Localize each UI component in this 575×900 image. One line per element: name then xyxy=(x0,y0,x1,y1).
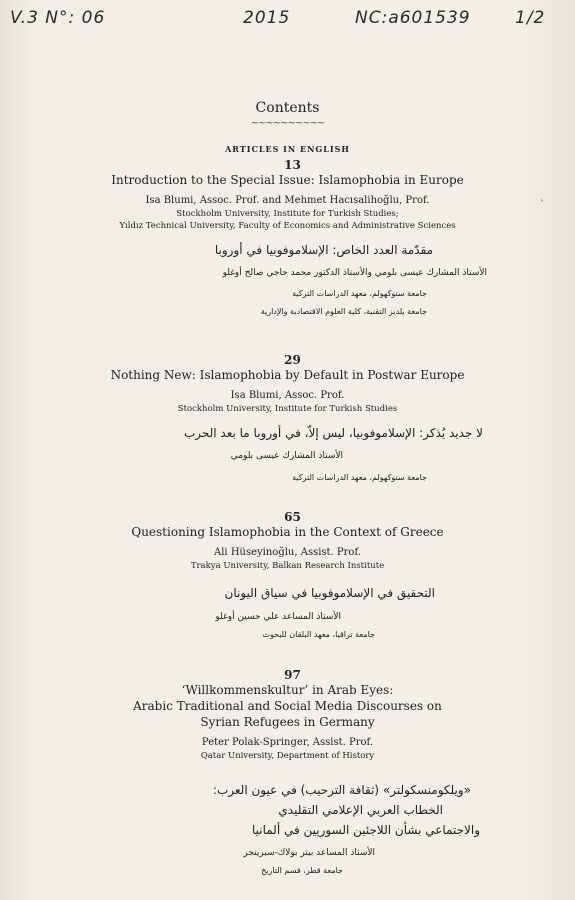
article-arabic-author: الأستاذ المشارك عيسى بلومي والأستاذ الدكتور محمد حاجي صالح أوغلو xyxy=(222,268,487,278)
article-author: Isa Blumi, Assoc. Prof. and Mehmet Hacısalihoğlu, Prof. xyxy=(145,195,430,206)
article-arabic-affiliation: جامعة ستوكهولم، معهد الدراسات التركية xyxy=(292,473,427,482)
section-heading: ARTICLES IN ENGLISH xyxy=(225,144,350,154)
article-author: Peter Polak-Springer, Assist. Prof. xyxy=(201,737,374,748)
article-arabic-title: الخطاب العربي الإعلامي التقليدي xyxy=(278,803,443,817)
article-entry xyxy=(0,510,575,572)
article-page-number: 13 xyxy=(284,158,301,172)
article-title: Syrian Refugees in Germany xyxy=(200,715,375,729)
article-affiliation: Stockholm University, Institute for Turkish Studies xyxy=(177,404,398,414)
article-affiliation: Yıldız Technical University, Faculty of Economics and Administrative Sciences xyxy=(119,221,456,231)
article-entry xyxy=(0,158,575,232)
article-arabic-affiliation: جامعة تراقيا، معهد البلقان للبحوث xyxy=(262,630,375,639)
article-affiliation: Qatar University, Department of History xyxy=(200,751,375,761)
handwritten-year: 2015 xyxy=(243,8,291,28)
article-title: Questioning Islamophobia in the Context of Greece xyxy=(131,525,444,539)
article-author: Ali Hüseyinoğlu, Assist. Prof. xyxy=(214,547,361,558)
page-title: Contents xyxy=(255,100,320,116)
article-arabic-affiliation: جامعة قطر، قسم التاريخ xyxy=(261,866,343,875)
article-arabic-affiliation: جامعة يلديز التقنية، كلية العلوم الاقتصادية والإدارية xyxy=(260,307,427,316)
article-page-number: 97 xyxy=(284,668,301,682)
article-title: Arabic Traditional and Social Media Discourses on xyxy=(133,699,442,713)
article-entry xyxy=(0,353,575,415)
handwritten-catalog-number: NC:a601539 xyxy=(355,8,471,28)
article-arabic-author: الأستاذ المساعد علي حسين أوغلو xyxy=(215,612,341,622)
article-author: Isa Blumi, Assoc. Prof. xyxy=(230,390,345,401)
article-title: Introduction to the Special Issue: Islamophobia in Europe xyxy=(111,173,464,187)
handwritten-part: 1/2 xyxy=(515,8,546,28)
article-page-number: 65 xyxy=(284,510,301,524)
article-title: Nothing New: Islamophobia by Default in Postwar Europe xyxy=(110,368,465,382)
article-entry xyxy=(0,668,575,762)
article-arabic-title: التحقيق في الإسلاموفوبيا في سياق اليونان xyxy=(224,586,435,600)
handwritten-volume: V.3 N°: 06 xyxy=(10,8,106,28)
pen-mark-icon: ` xyxy=(540,200,545,211)
article-arabic-author: الأستاذ المشارك عيسى بلومي xyxy=(230,451,343,461)
article-arabic-title: مقدّمة العدد الخاص: الإسلاموفوبيا في أوروبا xyxy=(214,243,433,257)
article-arabic-title: لا جديد يُذكر: الإسلاموفوبيا، ليس إلاّ، في أوروبا ما بعد الحرب xyxy=(183,426,483,440)
article-arabic-author: الأستاذ المساعد بيتر بولاك-سبرينجر xyxy=(243,848,375,858)
article-arabic-title: «ويلكومنسكولتر» (ثقافة الترحيب) في عيون العرب: xyxy=(212,783,471,797)
article-title: ‘Willkommenskultur’ in Arab Eyes: xyxy=(181,683,394,697)
article-arabic-affiliation: جامعة ستوكهولم، معهد الدراسات التركية xyxy=(292,289,427,298)
article-page-number: 29 xyxy=(284,353,301,367)
article-arabic-title: والاجتماعي بشأن اللاجئين السوريين في ألمانيا xyxy=(251,823,480,837)
title-ornament: ~~~~~~~~~~ xyxy=(250,118,325,129)
article-affiliation: Stockholm University, Institute for Turkish Studies; xyxy=(176,209,399,219)
article-affiliation: Trakya University, Balkan Research Institute xyxy=(190,561,385,571)
